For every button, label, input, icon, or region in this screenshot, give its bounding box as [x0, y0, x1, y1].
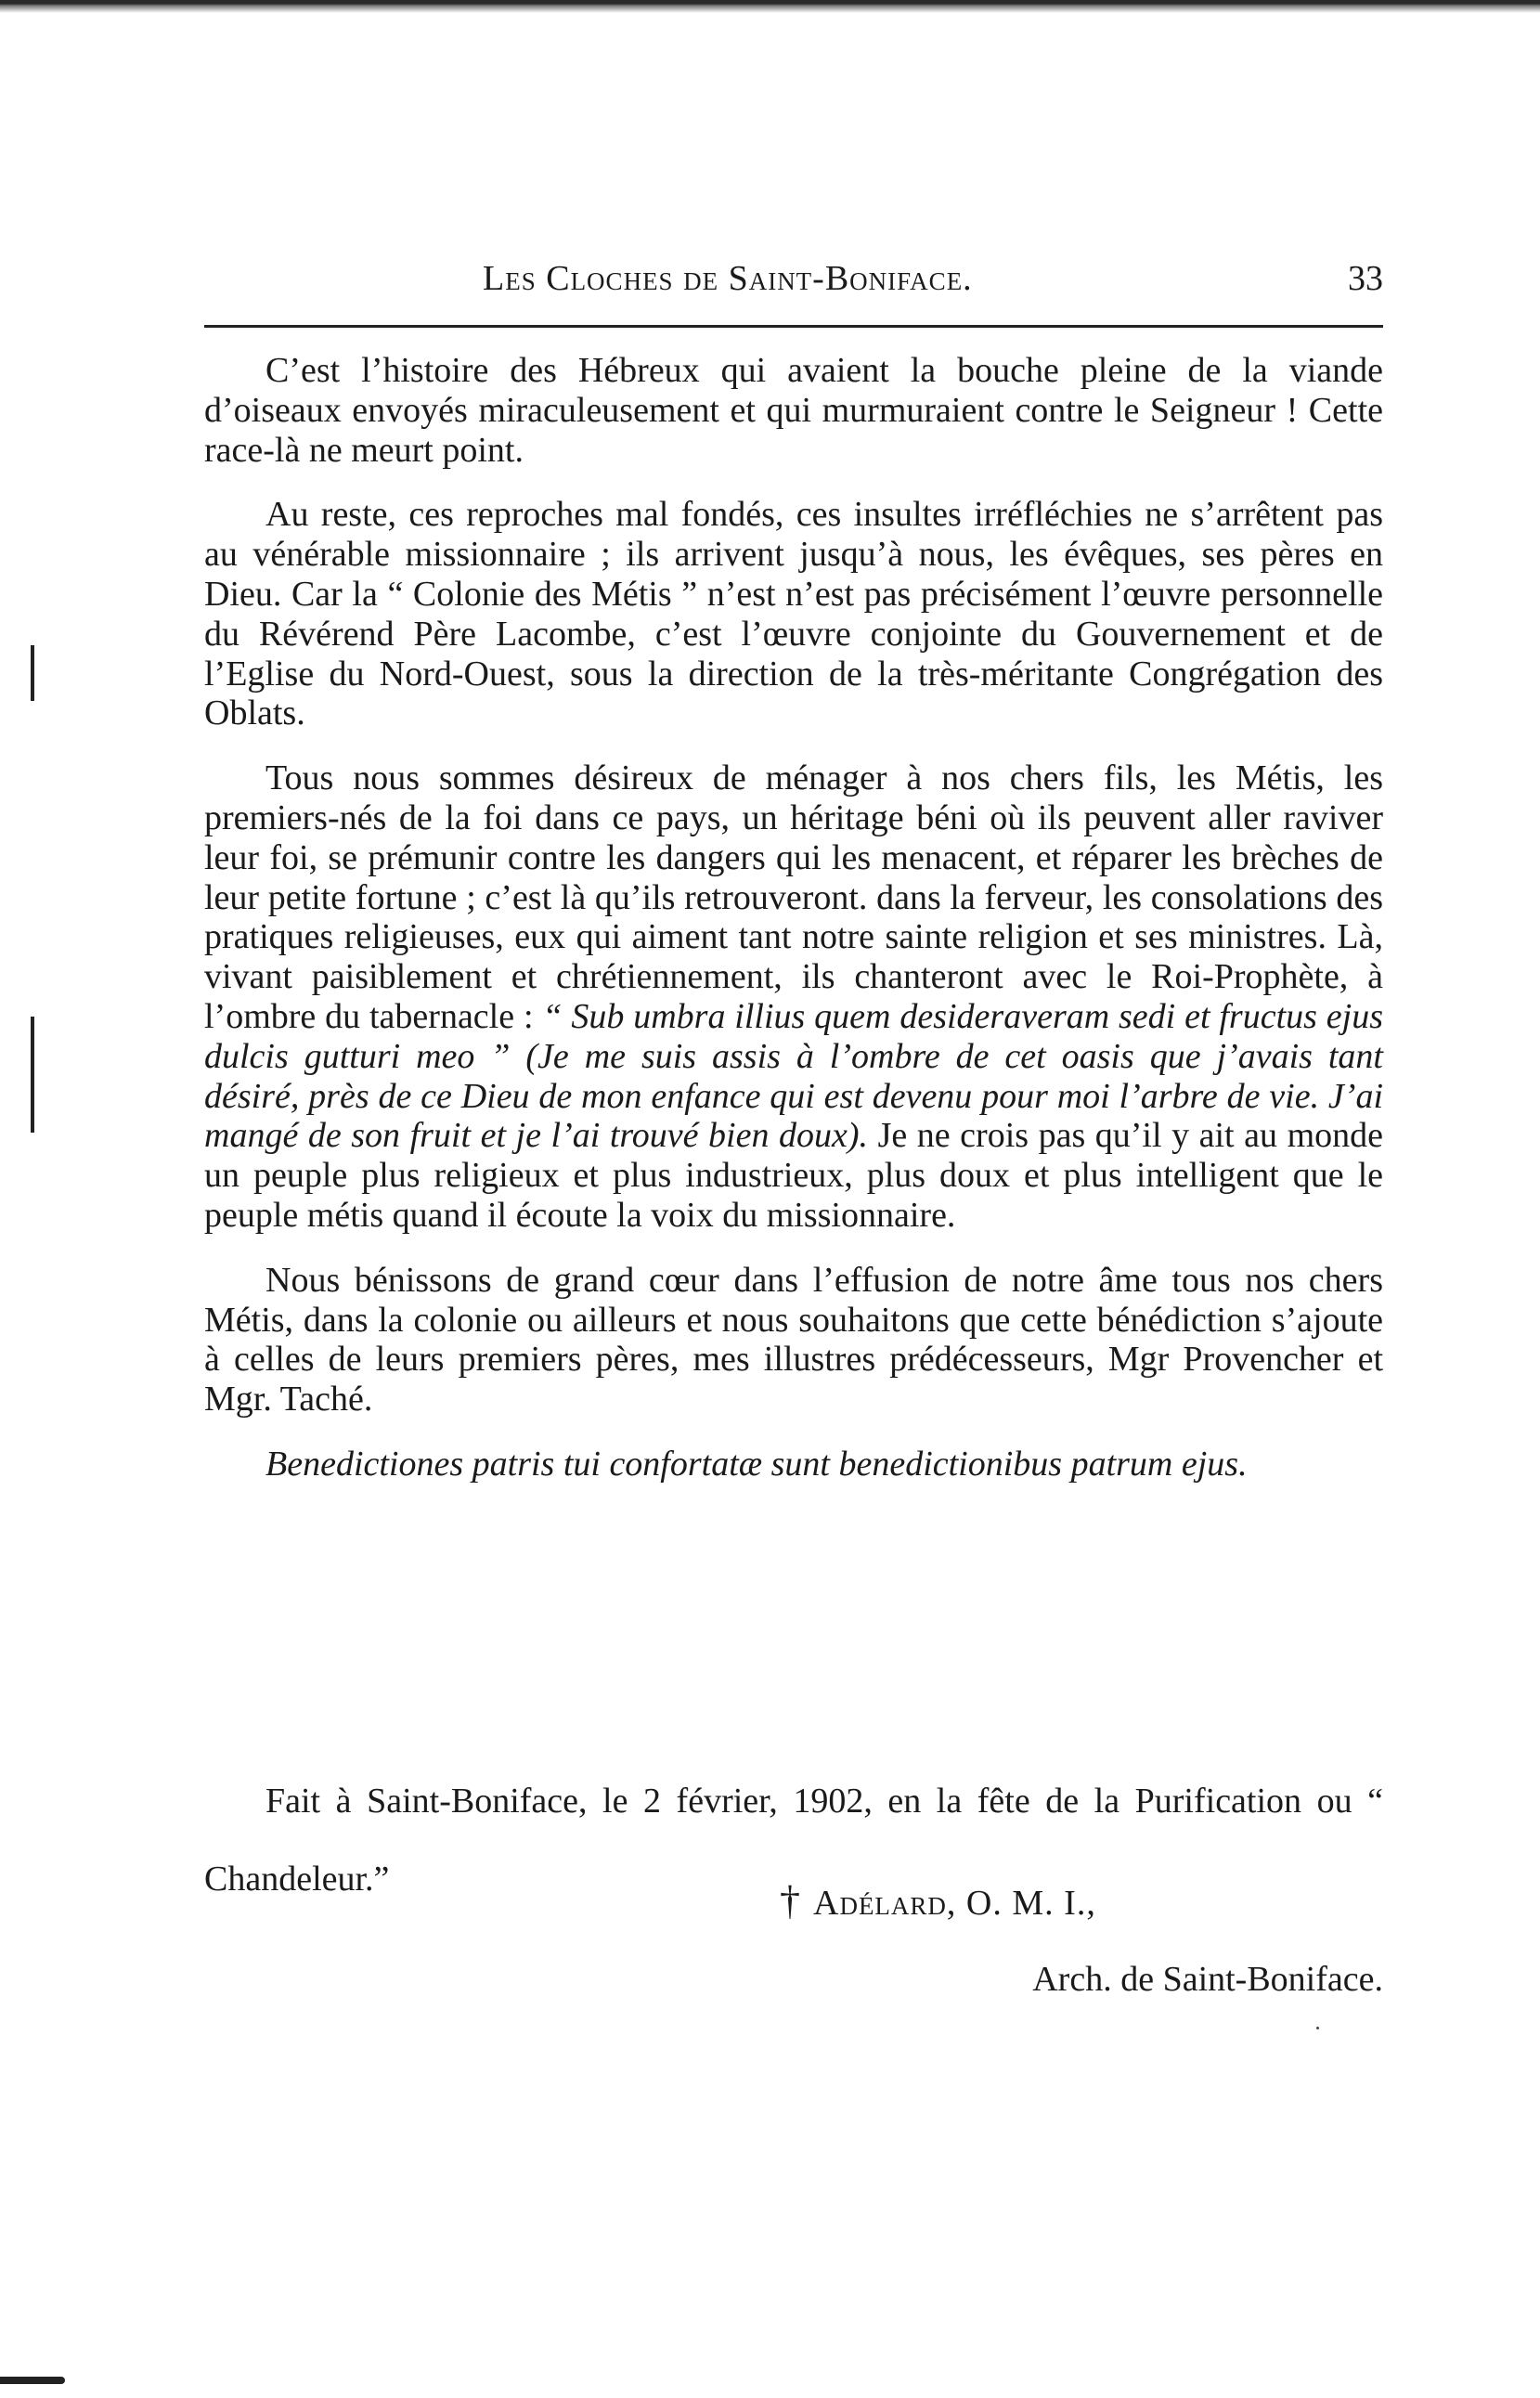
paragraph: [204, 758, 1383, 1236]
cross-icon: †: [780, 1878, 800, 1924]
running-title: Les Cloches de Saint-Boniface.: [483, 259, 973, 298]
latin-quote: “ Sub umbra illius quem desideraveram sedi et fructus ejus dulcis gutturi meo ”: [204, 996, 1383, 1076]
running-head: [204, 258, 1383, 305]
quote-translation: (Je me suis assis à l’ombre de cet oasis que j’avais tant désiré, près de ce Dieu de mon enfance qui est devenu pour moi l’arbre de vie. J’ai mangé de son fruit et je l’ai trouvé bien doux).: [204, 1036, 1383, 1156]
margin-mark: [31, 645, 34, 701]
body-text: [204, 351, 1383, 1510]
scan-bottom-mark: [0, 2377, 65, 2384]
paragraph: Nous bénissons de grand cœur dans l’effusion de notre âme tous nos chers Métis, dans la colonie ou ailleurs et nous souhaitons que cette bénédiction s’ajoute à celles de leurs premiers pères, mes illustres prédécesseurs, Mgr Provencher et Mgr. Taché.: [204, 1260, 1383, 1419]
latin-benediction: Benedictiones patris tui confortatæ sunt benedictionibus patrum ejus.: [265, 1444, 1248, 1484]
dateline: Fait à Saint-Boniface, le 2 février, 1902, en la fête de la Purification ou “ Chandeleur.”: [204, 1782, 1383, 1899]
signatory-name: Adélard, O. M. I.,: [813, 1884, 1096, 1923]
paragraph-text: Je ne crois pas qu’il y ait au monde un peuple plus religieux et plus industrieux, plus doux et plus intelligent que le peuple métis quand il écoute la voix du missionnaire.: [204, 1116, 1383, 1235]
margin-mark: [31, 1017, 34, 1133]
scan-top-edge: [0, 0, 1540, 13]
paper-speck: [1316, 2027, 1319, 2029]
paragraph-text: Tous nous sommes désireux de ménager à nos chers fils, les Métis, les premiers-nés de la foi dans ce pays, un héritage béni où ils peuvent aller raviver leur foi, se prémunir contre les dangers qui les menacent, et réparer les brèches de leur petite fortune ; c’est là qu’ils retrouveront. dans la ferveur, les consolations des pratiques religieuses, eux qui aiment tant notre sainte religion et ses ministres. Là, vivant paisiblement et chrétiennement, ils chanteront avec le Roi-Prophète, à l’ombre du tabernacle :: [204, 758, 1383, 1036]
header-rule: [204, 325, 1383, 328]
paragraph: Au reste, ces reproches mal fondés, ces insultes irréfléchies ne s’arrêtent pas au vénérable missionnaire ; ils arrivent jusqu’à nous, les évêques, ses pères en Dieu. Car la “ Colonie des Métis ” n’est n’est pas précisément l’œuvre personnelle du Révérend Père Lacombe, c’est l’œuvre conjointe du Gouvernement et de l’Eglise du Nord-Ouest, sous la direction de la très-méritante Congrégation des Oblats.: [204, 495, 1383, 733]
page-number: 33: [1348, 259, 1383, 298]
signature-line: [780, 1877, 1096, 1925]
paragraph: C’est l’histoire des Hébreux qui avaient la bouche pleine de la viande d’oiseaux envoyés miraculeusement et qui murmuraient contre le Seigneur ! Cette race-là ne meurt point.: [204, 351, 1383, 470]
signatory-title: Arch. de Saint-Boniface.: [1032, 1960, 1383, 1999]
